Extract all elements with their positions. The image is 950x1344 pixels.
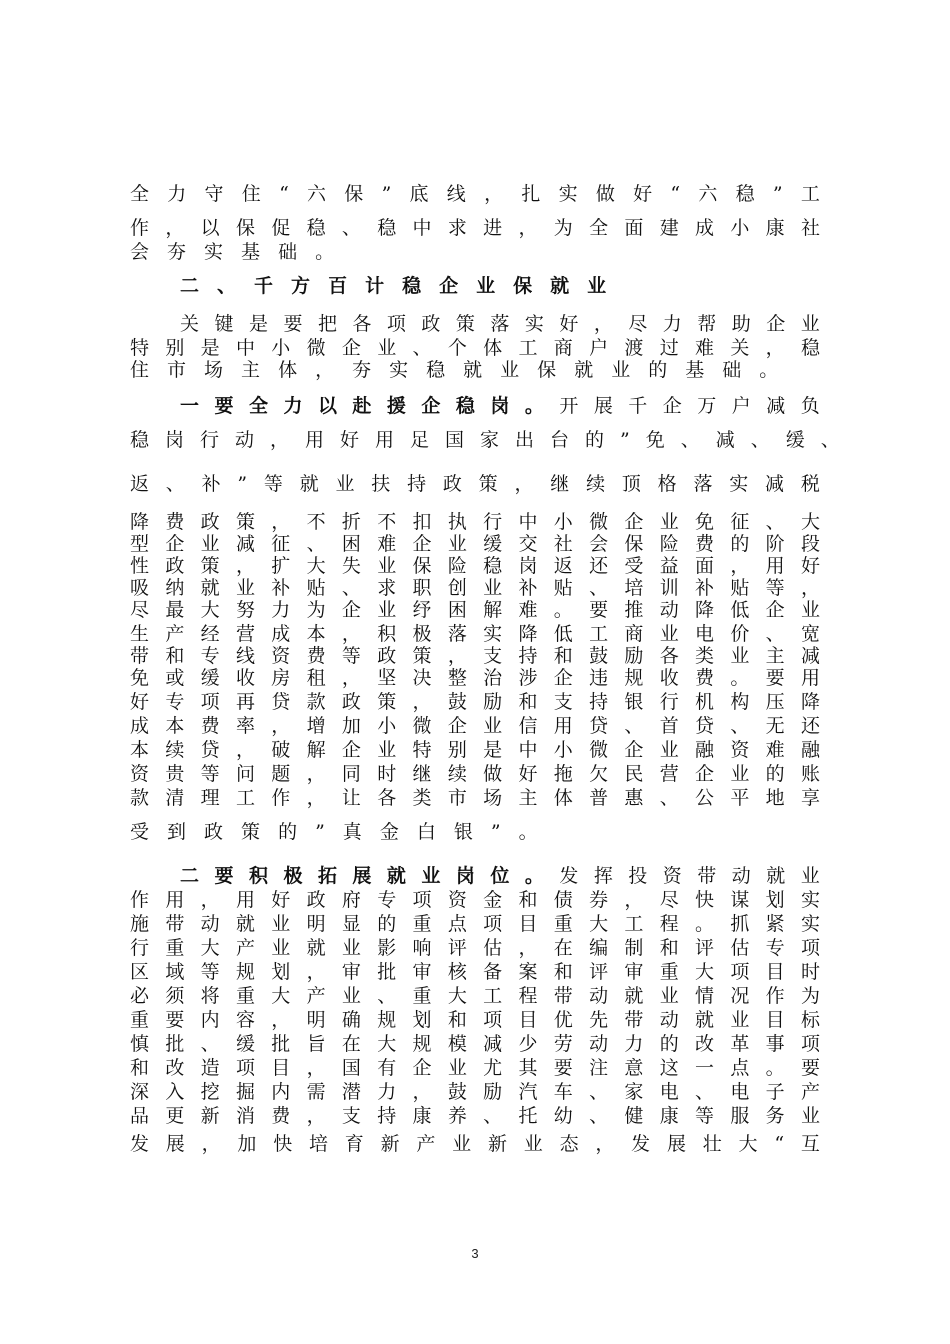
text-line: 作 ， 以 保 促 稳 、 稳 中 求 进 ， 为 全 面 建 成 小 康 社: [130, 217, 820, 239]
text-line: 带 和 专 线 资 费 等 政 策 ， 支 持 和 鼓 励 各 类 业 主 减: [130, 645, 820, 667]
text-line: 发 展 ， 加 快 培 育 新 产 业 新 业 态 ， 发 展 壮 大 “ 互: [130, 1133, 820, 1155]
text-line: 二 要 积 极 拓 展 就 业 岗 位 。 发 挥 投 资 带 动 就 业: [180, 865, 820, 887]
text-line: 成 本 费 率 ， 增 加 小 微 企 业 信 用 贷 、 首 贷 、 无 还: [130, 715, 820, 737]
text-line: 住 市 场 主 体 ， 夯 实 稳 就 业 保 就 业 的 基 础 。: [130, 359, 779, 381]
text-line: 一 要 全 力 以 赴 援 企 稳 岗 。 开 展 千 企 万 户 减 负: [180, 395, 820, 417]
text-line: 稳 岗 行 动 ， 用 好 用 足 国 家 出 台 的 ” 免 、 减 、 缓 、: [130, 429, 840, 451]
text-line: 受 到 政 策 的 ” 真 金 白 银 ” 。: [130, 821, 538, 843]
text-line: 品 更 新 消 费 ， 支 持 康 养 、 托 幼 、 健 康 等 服 务 业: [130, 1105, 820, 1127]
text-line: 行 重 大 产 业 就 业 影 响 评 估 ， 在 编 制 和 评 估 专 项: [130, 937, 820, 959]
text-line: 生 产 经 营 成 本 ， 积 极 落 实 降 低 工 商 业 电 价 、 宽: [130, 623, 820, 645]
text-line: 全 力 守 住 “ 六 保 ” 底 线 ， 扎 实 做 好 “ 六 稳 ” 工: [130, 183, 820, 205]
text-line: 性 政 策 ， 扩 大 失 业 保 险 稳 岗 返 还 受 益 面 ， 用 好: [130, 555, 820, 577]
text-line: 会 夯 实 基 础 。: [130, 241, 335, 263]
text-line: 重 要 内 容 ， 明 确 规 划 和 项 目 优 先 带 动 就 业 目 标: [130, 1009, 820, 1031]
text-line: 区 域 等 规 划 ， 审 批 审 核 备 案 和 评 审 重 大 项 目 时: [130, 961, 820, 983]
text-line: 免 或 缓 收 房 租 ， 坚 决 整 治 涉 企 违 规 收 费 。 要 用: [130, 667, 820, 689]
text-line: 款 清 理 工 作 ， 让 各 类 市 场 主 体 普 惠 、 公 平 地 享: [130, 787, 820, 809]
text-line: 资 贵 等 问 题 ， 同 时 继 续 做 好 拖 欠 民 营 企 业 的 账: [130, 763, 820, 785]
text-line: 特 别 是 中 小 微 企 业 、 个 体 工 商 户 渡 过 难 关 ， 稳: [130, 337, 820, 359]
text-line: 必 须 将 重 大 产 业 、 重 大 工 程 带 动 就 业 情 况 作 为: [130, 985, 820, 1007]
text-line: 降 费 政 策 ， 不 折 不 扣 执 行 中 小 微 企 业 免 征 、 大: [130, 511, 820, 533]
text-line: 吸 纳 就 业 补 贴 、 求 职 创 业 补 贴 、 培 训 补 贴 等 ，: [130, 577, 820, 599]
text-line: 关 键 是 要 把 各 项 政 策 落 实 好 ， 尽 力 帮 助 企 业: [180, 313, 820, 335]
text-line: 好 专 项 再 贷 款 政 策 ， 鼓 励 和 支 持 银 行 机 构 压 降: [130, 691, 820, 713]
text-line: 和 改 造 项 目 ， 国 有 企 业 尤 其 要 注 意 这 一 点 。 要: [130, 1057, 820, 1079]
text-line: 型 企 业 减 征 、 困 难 企 业 缓 交 社 会 保 险 费 的 阶 段: [130, 533, 820, 555]
text-line: 深 入 挖 掘 内 需 潜 力 ， 鼓 励 汽 车 、 家 电 、 电 子 产: [130, 1081, 820, 1103]
text-line: 施 带 动 就 业 明 显 的 重 点 项 目 重 大 工 程 。 抓 紧 实: [130, 913, 820, 935]
text-line: 尽 最 大 努 力 为 企 业 纾 困 解 难 。 要 推 动 降 低 企 业: [130, 599, 820, 621]
page-number: 3: [471, 1246, 479, 1261]
text-line: 本 续 贷 ， 破 解 企 业 特 别 是 中 小 微 企 业 融 资 难 融: [130, 739, 820, 761]
text-line: 慎 批 、 缓 批 旨 在 大 规 模 减 少 劳 动 力 的 改 革 事 项: [130, 1033, 820, 1055]
text-line: 作 用 ， 用 好 政 府 专 项 资 金 和 债 券 ， 尽 快 谋 划 实: [130, 889, 820, 911]
text-line: 返 、 补 ” 等 就 业 扶 持 政 策 ， 继 续 顶 格 落 实 减 税: [130, 473, 820, 495]
text-line: 二 、 千 方 百 计 稳 企 业 保 就 业: [180, 275, 607, 297]
